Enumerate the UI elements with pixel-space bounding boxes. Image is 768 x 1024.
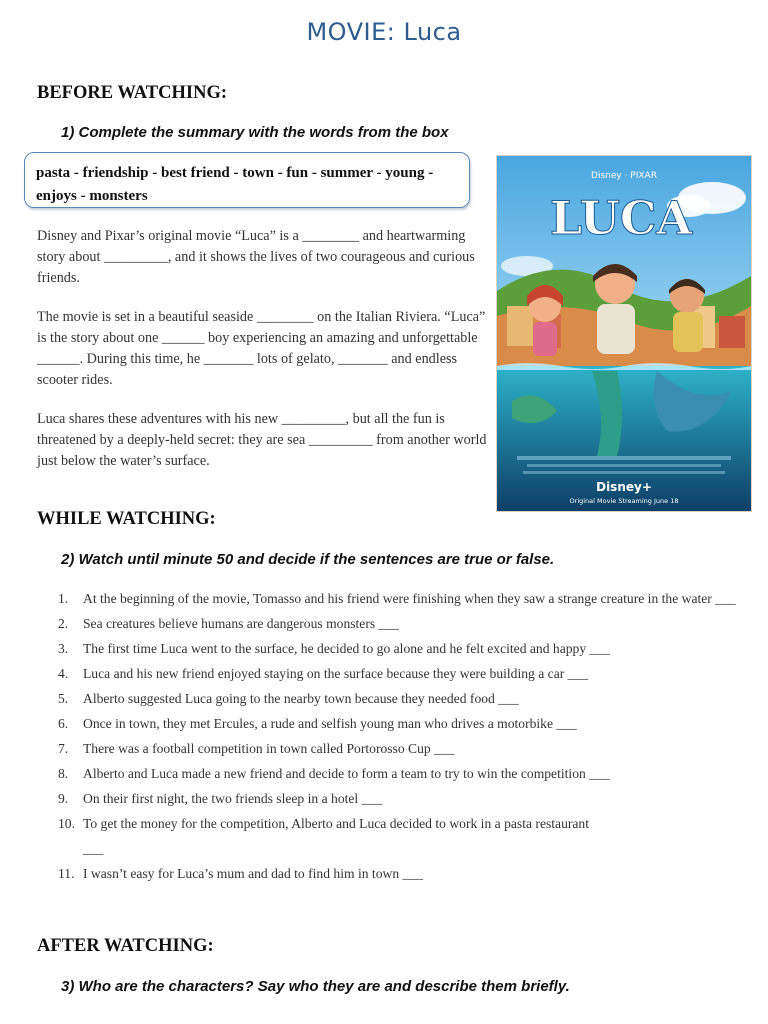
list-item: 5. Alberto suggested Luca going to the nearby town because they needed food ___ (58, 691, 519, 706)
poster-illustration (497, 156, 751, 511)
list-item: 1. At the beginning of the movie, Tomasso and his friend were finishing when they saw a strange creature in the water ___ (58, 591, 736, 606)
summary-paragraph-2: The movie is set in a beautiful seaside ________ on the Italian Riviera. “Luca” is the story about one ______ boy experiencing an amazing and unforgettable ______. During this time, he _______ lots of gelato, _______ and endless scooter rides. (37, 309, 486, 388)
page-title: MOVIE: Luca (306, 18, 462, 46)
summary-paragraph-3: Luca shares these adventures with his new _________, but all the fun is threatened by a deeply-held secret: they are sea _________ from another world just below the water’s surface. (37, 411, 487, 469)
summary-paragraph-1: Disney and Pixar’s original movie “Luca” is a ________ and heartwarming story about _________, and it shows the lives of two courageous and curious friends. (37, 228, 475, 286)
list-item: 10. To get the money for the competition, Alberto and Luca decided to work in a pasta restaurant ___ (58, 816, 590, 856)
poster-brand: Disney · PIXAR (591, 171, 657, 181)
list-item: 6. Once in town, they met Ercules, a rude and selfish young man who drives a motorbike ___ (58, 716, 577, 731)
after-watching-heading: AFTER WATCHING: (37, 936, 214, 956)
movie-poster (496, 155, 752, 512)
word-box: pasta - friendship - best friend - town - fun - summer - young - enjoys - monsters (24, 152, 470, 208)
poster-streaming-service: Disney+ (596, 480, 652, 494)
true-false-list (37, 586, 749, 886)
while-instruction: 2) Watch until minute 50 and decide if the sentences are true or false. (61, 551, 555, 568)
while-watching-heading: WHILE WATCHING: (37, 509, 216, 529)
before-instruction: 1) Complete the summary with the words from the box (61, 124, 449, 141)
list-item: 9. On their first night, the two friends sleep in a hotel ___ (58, 791, 383, 806)
list-item: 4. Luca and his new friend enjoyed staying on the surface because they were building a car ___ (58, 666, 589, 681)
list-item: 7. There was a football competition in town called Portorosso Cup ___ (58, 741, 455, 756)
list-item: 3. The first time Luca went to the surface, he decided to go alone and he felt excited and happy ___ (58, 641, 610, 656)
list-item: 2. Sea creatures believe humans are dangerous monsters ___ (58, 616, 399, 631)
poster-logo: LUCA (549, 191, 693, 245)
after-instruction: 3) Who are the characters? Say who they are and describe them briefly. (61, 978, 570, 995)
before-watching-heading: BEFORE WATCHING: (37, 83, 227, 103)
poster-tagline: Original Movie Streaming June 18 (569, 497, 679, 505)
list-item: 11. I wasn’t easy for Luca’s mum and dad to find him in town ___ (58, 866, 423, 881)
list-item: 8. Alberto and Luca made a new friend and decide to form a team to try to win the competition ___ (58, 766, 610, 781)
